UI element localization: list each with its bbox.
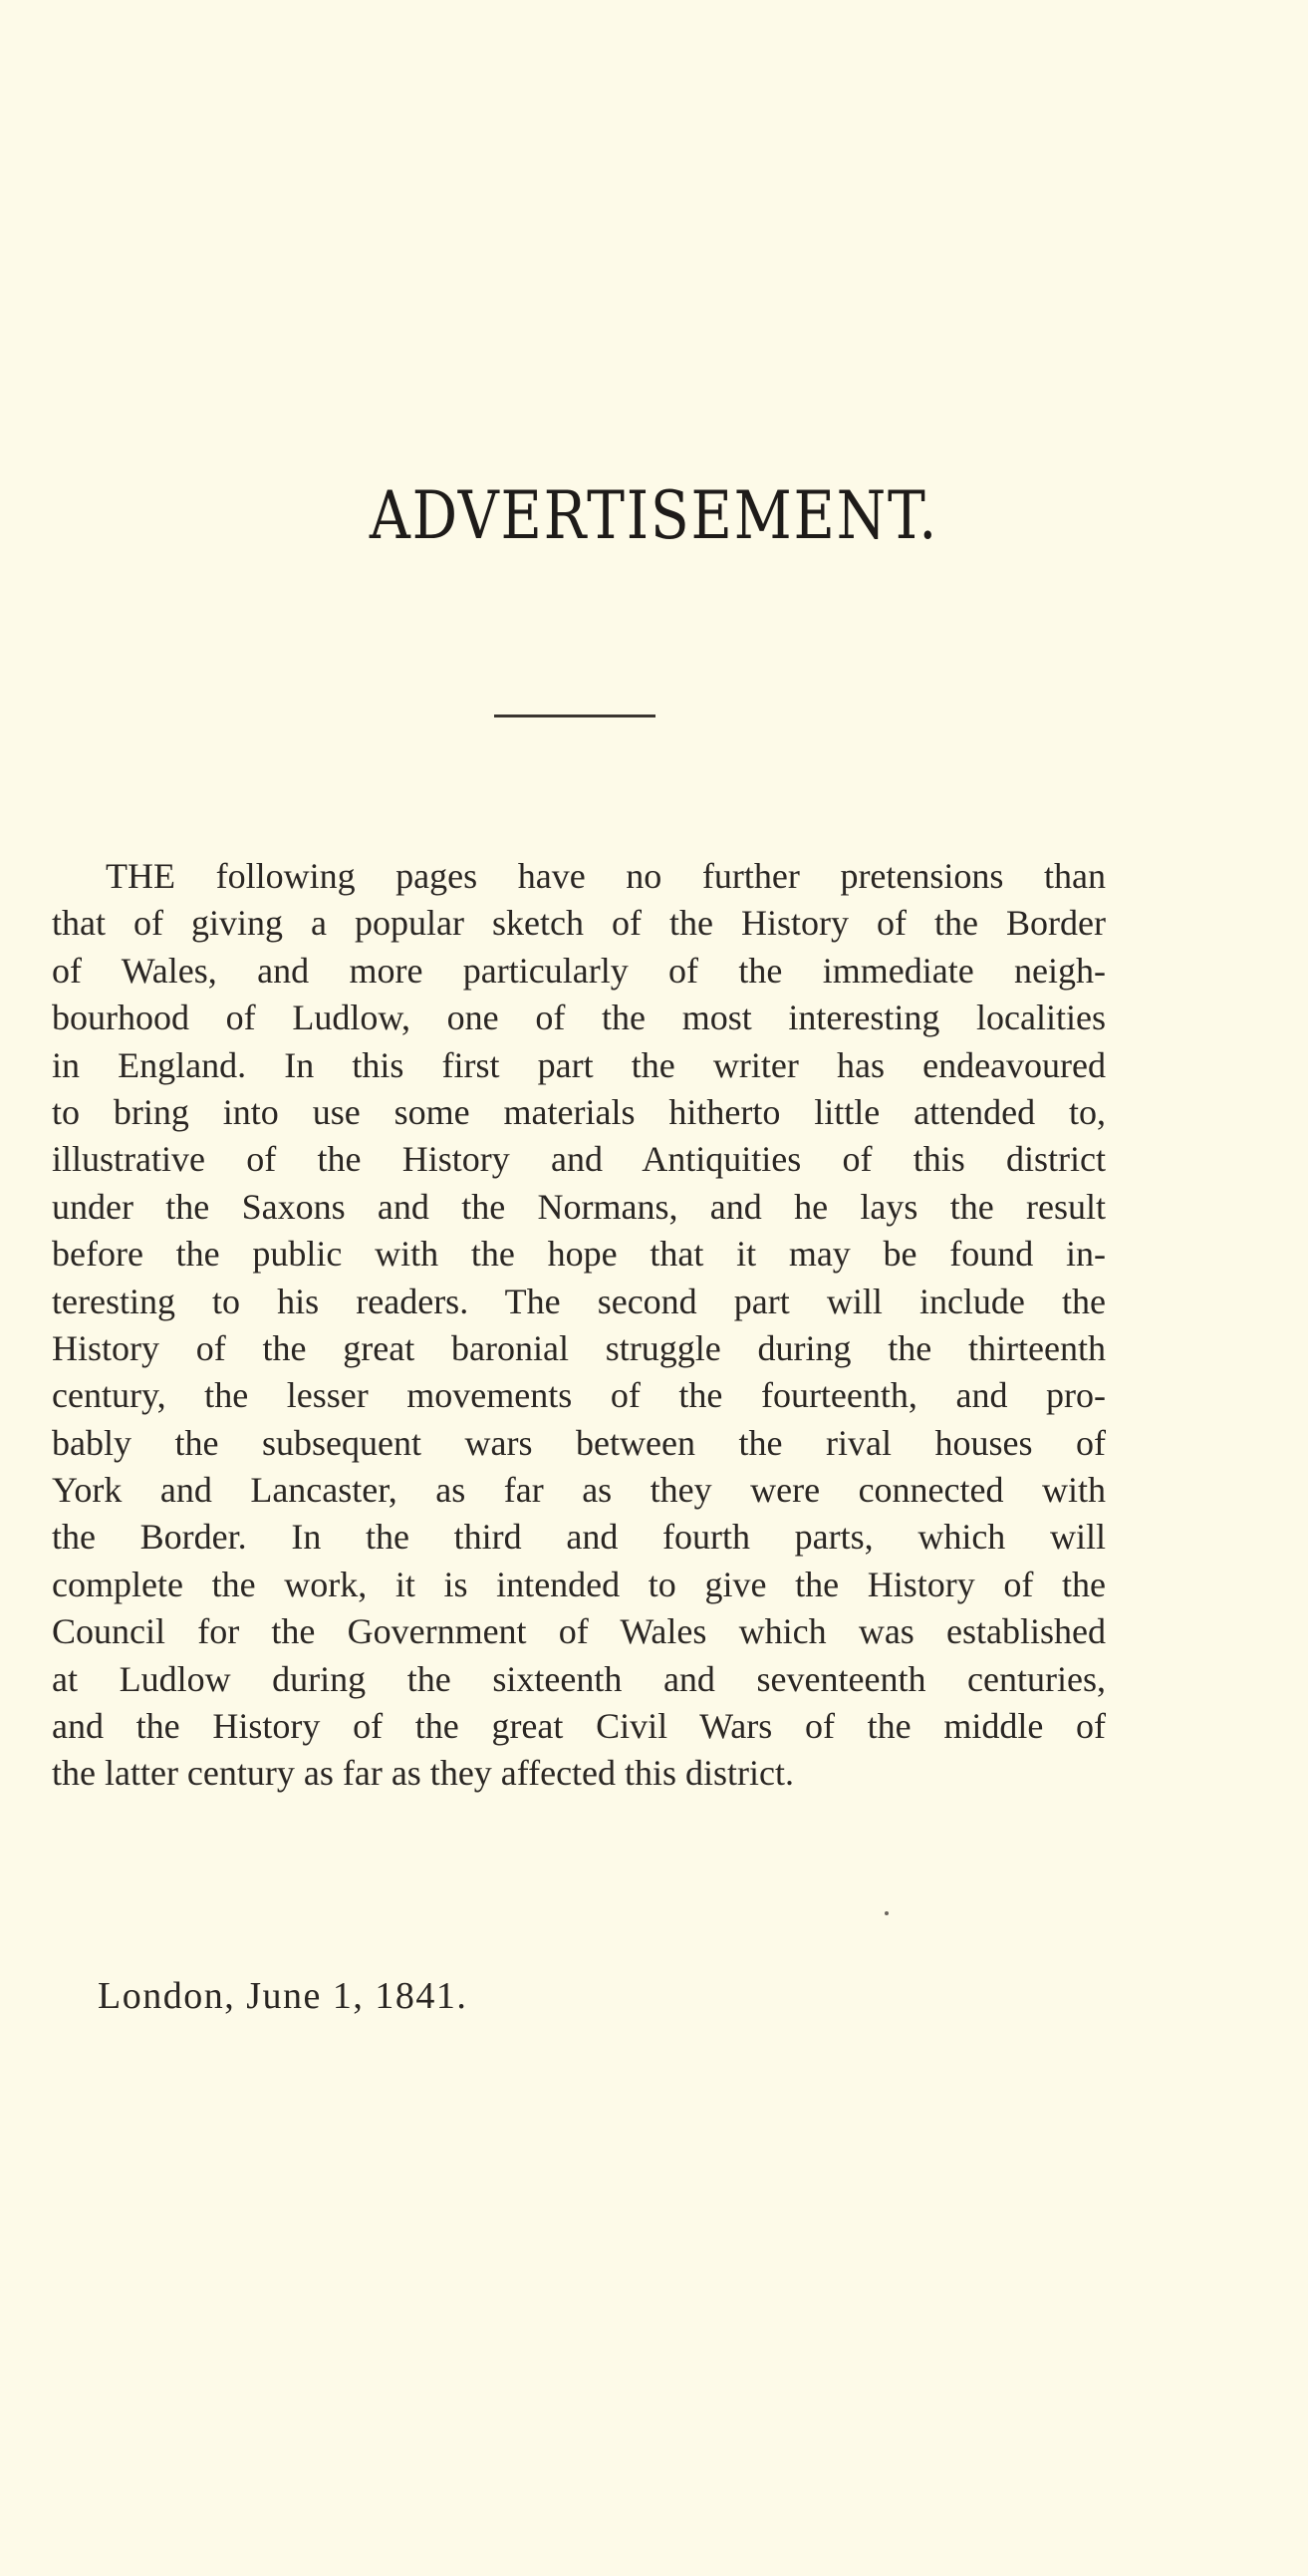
heading-divider — [494, 715, 655, 717]
paragraph-line: the latter century as far as they affected this district. — [52, 1753, 795, 1794]
paragraph-line: century, the lesser movements of the fourteenth, and pro- — [52, 1375, 1106, 1416]
paragraph-line: the Border. In the third and fourth parts, which will — [52, 1517, 1106, 1558]
paragraph-line: and the History of the great Civil Wars of the middle of — [52, 1706, 1106, 1747]
paragraph-line: before the public with the hope that it may be found in- — [52, 1234, 1106, 1275]
paragraph-line: History of the great baronial struggle during the thirteenth — [52, 1327, 1106, 1368]
paragraph-line: York and Lancaster, as far as they were connected with — [52, 1470, 1106, 1511]
paragraph-line: at Ludlow during the sixteenth and seventeenth centuries, — [52, 1658, 1106, 1699]
stray-ink-dot — [885, 1911, 889, 1915]
paragraph-line: to bring into use some materials hitherto little attended to, — [52, 1091, 1106, 1132]
dateline: London, June 1, 1841. — [98, 1975, 468, 2017]
paragraph-line: under the Saxons and the Normans, and he lays the result — [52, 1186, 1106, 1227]
paragraph-line: teresting to his readers. The second part will include the — [52, 1281, 1106, 1321]
page-heading: ADVERTISEMENT. — [369, 477, 938, 554]
paragraph-line: complete the work, it is intended to give the History of the — [52, 1564, 1106, 1604]
paragraph-line: bourhood of Ludlow, one of the most interesting localities — [52, 998, 1106, 1038]
paragraph-line: illustrative of the History and Antiquities of this district — [52, 1139, 1106, 1180]
paragraph-line: that of giving a popular sketch of the History of the Border — [52, 903, 1106, 944]
paragraph-line: THE following pages have no further pretensions than — [106, 856, 1106, 896]
paragraph-line: bably the subsequent wars between the rival houses of — [52, 1422, 1106, 1463]
paragraph-line: in England. In this first part the writer has endeavoured — [52, 1044, 1106, 1085]
advertisement-paragraph — [52, 853, 1106, 1798]
paragraph-line: of Wales, and more particularly of the immediate neigh- — [52, 950, 1106, 991]
paragraph-line: Council for the Government of Wales which was established — [52, 1611, 1106, 1652]
